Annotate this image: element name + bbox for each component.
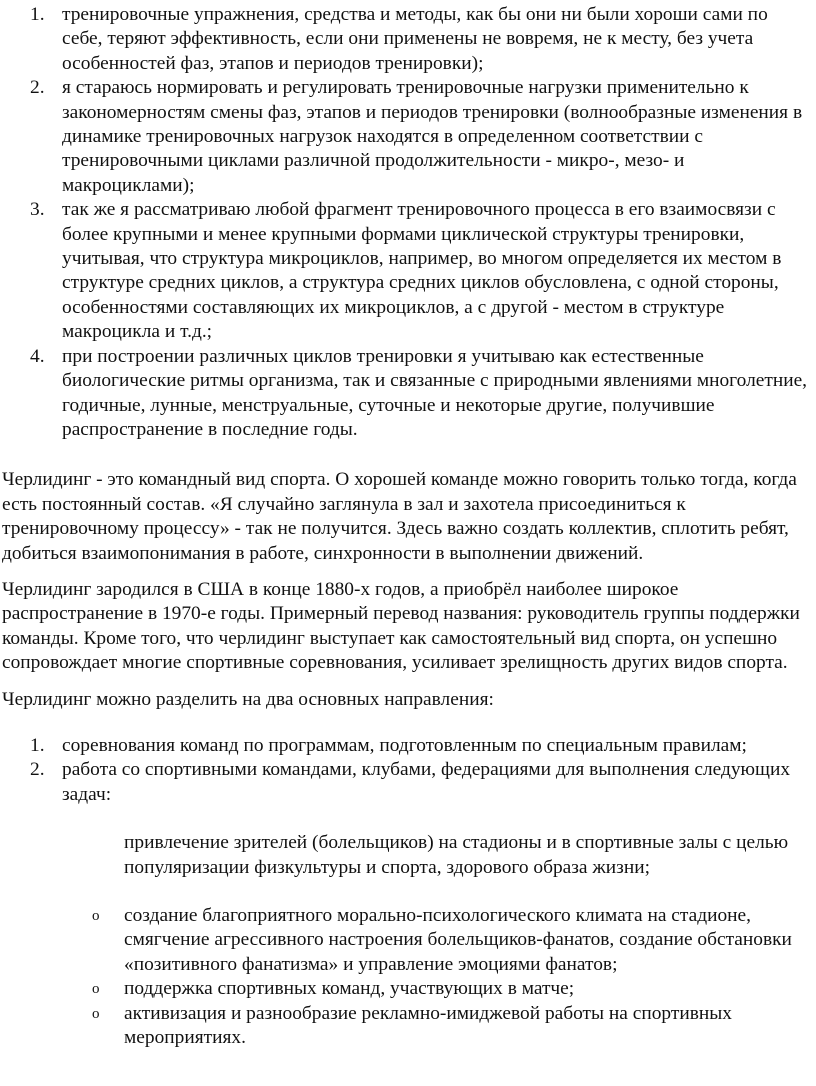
list-item	[0, 76, 816, 198]
list-item-text: работа со спортивными командами, клубами, федерациями для выполнения следующих задач:	[62, 759, 791, 805]
list-item	[0, 734, 816, 758]
list-item-text: соревнования команд по программам, подготовленным по специальным правилам;	[62, 734, 747, 756]
subparagraph-spectators: привлечение зрителей (болельщиков) на стадионы и в спортивные залы с целью популяризации физкультуры и спорта, здорового образа жизни;	[124, 832, 789, 878]
list-item-text: при построении различных циклов тренировки я учитываю как естественные биологические ритмы организма, так и связанные с природными явлениями многолетние, годичные, лунные, менструальные, суточные и некоторые другие, получившие распространение в последние годы.	[62, 345, 808, 440]
list-item-text: поддержка спортивных команд, участвующих в матче;	[124, 978, 575, 1000]
list-item	[0, 345, 816, 443]
paragraph-directions-intro: Черлидинг можно разделить на два основных направления:	[2, 688, 494, 710]
list-item-text: создание благоприятного морально-психологического климата на стадионе, смягчение агрессивного настроения болельщиков-фанатов, создание обстановки «позитивного фанатизма» и управление эмоциями фанатов;	[124, 905, 792, 975]
circle-bullet-icon: o	[92, 1005, 100, 1022]
list-number: 1.	[30, 734, 45, 756]
list-item-text: я стараюсь нормировать и регулировать тренировочные нагрузки применительно к закономерностям смены фаз, этапов и периодов тренировки (волнообразные изменения в динамике тренировочных нагрузок находятся в определенном соответствии с тренировочными циклами различной продолжительности - микро-, мезо- и макроциклами);	[62, 77, 803, 196]
list-number: 1.	[30, 4, 45, 25]
paragraph-cheerleading-history: Черлидинг зародился в США в конце 1880-х годов, а приобрёл наиболее широкое распространение в 1970-е годы. Примерный перевод названия: руководитель группы поддержки команды. Кроме того, что черлидинг выступает как самостоятельный вид спорта, он успешно сопровождает многие спортивные соревнования, усиливает зрелищность других видов спорта.	[2, 578, 800, 674]
list-item-text: тренировочные упражнения, средства и методы, как бы они ни были хороши сами по себе, теряют эффективность, если они применены не вовремя, не к месту, без учета особенностей фаз, этапов и периодов тренировки);	[62, 4, 768, 74]
circle-bullet-icon: o	[92, 981, 100, 998]
list-item	[0, 198, 816, 344]
list-number: 2.	[30, 77, 45, 99]
list-item-text: так же я рассматриваю любой фрагмент тренировочного процесса в его взаимосвязи с более крупными и менее крупными формами циклической структуры тренировки, учитывая, что структура микроциклов, например, во многом определяется их местом в структуре средних циклов, а структура средних циклов обусловлена, с одной стороны, особенностями составляющих их микроциклов, а с другой - местом в структуре макроцикла и т.д.;	[62, 199, 782, 343]
list-item	[0, 758, 816, 807]
list-item	[0, 1002, 816, 1051]
paragraph-cheerleading-team: Черлидинг - это командный вид спорта. О хорошей команде можно говорить только тогда, когда есть постоянный состав. «Я случайно заглянула в зал и захотела присоединиться к тренировочному процессу» - так не получится. Здесь важно создать коллектив, сплотить ребят, добиться взаимопонимания в работе, синхронности в выполнении движений.	[2, 469, 797, 564]
training-principles-list	[0, 3, 816, 442]
tasks-sublist	[0, 904, 816, 1050]
list-item-text: активизация и разнообразие рекламно-имиджевой работы на спортивных мероприятиях.	[124, 1002, 732, 1049]
directions-list	[0, 734, 816, 807]
list-item	[0, 3, 816, 76]
list-number: 4.	[30, 345, 45, 367]
list-number: 3.	[30, 199, 45, 221]
list-number: 2.	[30, 759, 45, 781]
list-item	[0, 904, 816, 977]
list-item	[0, 977, 816, 1001]
circle-bullet-icon: o	[92, 908, 100, 924]
